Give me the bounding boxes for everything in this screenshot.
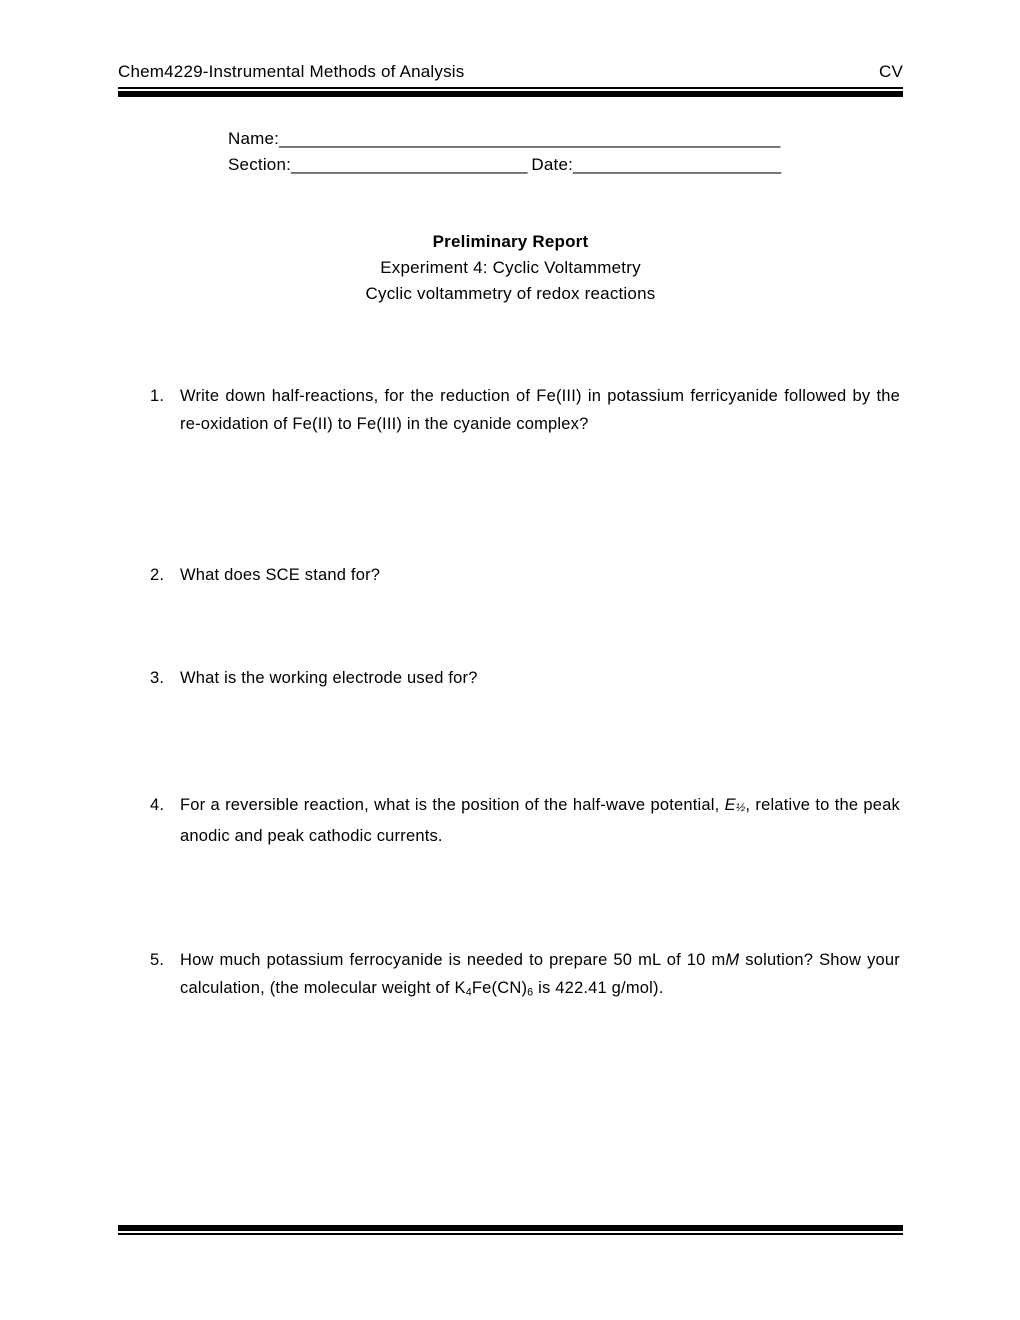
section-date-field-row <box>228 152 781 178</box>
question-2-number: 2. <box>150 566 165 584</box>
name-field-row <box>228 126 781 152</box>
question-2 <box>150 561 900 589</box>
experiment-subtitle: Experiment 4: Cyclic Voltammetry <box>380 258 641 277</box>
question-4-text: For a reversible reaction, what is the position of the half-wave potential, E½, relative to the peak anodic and peak cathodic currents. <box>180 796 900 845</box>
question-5 <box>150 946 900 1007</box>
name-blank-line: _____________________________________________________ <box>279 129 781 148</box>
question-4 <box>150 791 900 850</box>
section-label: Section: <box>228 155 292 174</box>
course-title: Chem4229-Instrumental Methods of Analysis <box>118 62 465 81</box>
question-3-number: 3. <box>150 669 165 687</box>
question-2-text: What does SCE stand for? <box>180 566 381 584</box>
experiment-description: Cyclic voltammetry of redox reactions <box>365 284 656 303</box>
molar-symbol: M <box>725 951 740 969</box>
question-5-number: 5. <box>150 951 165 969</box>
title-block <box>118 229 903 307</box>
question-4-number: 4. <box>150 796 165 814</box>
question-5-text: How much potassium ferrocyanide is needed to prepare 50 mL of 10 mM solution? Show your calculation, (the molecular weight of $K_4Fe(CN)_6$ is 422.41 g/mol). <box>180 951 900 999</box>
footer-rule-thin <box>118 1233 903 1235</box>
question-1-text: Write down half-reactions, for the reduction of Fe(III) in potassium ferricyanide followed by the re-oxidation of Fe(II) to Fe(III) in the cyanide complex? <box>180 387 900 433</box>
section-blank-line: _________________________ <box>291 155 528 174</box>
date-label: Date: <box>531 155 574 174</box>
page-code: CV <box>878 62 903 81</box>
footer-rule-thick <box>118 1225 903 1231</box>
question-1 <box>150 382 900 438</box>
half-wave-potential-symbol: E <box>724 796 736 814</box>
question-3 <box>150 664 900 692</box>
question-3-text: What is the working electrode used for? <box>180 669 478 687</box>
question-1-number: 1. <box>150 387 165 405</box>
report-title: Preliminary Report <box>432 232 589 251</box>
header-rule-thick <box>118 91 903 97</box>
name-label: Name: <box>228 129 280 148</box>
page-header <box>118 62 903 82</box>
date-blank-line: ______________________ <box>573 155 782 174</box>
student-info-block <box>228 126 781 178</box>
header-rule-thin <box>118 87 903 89</box>
